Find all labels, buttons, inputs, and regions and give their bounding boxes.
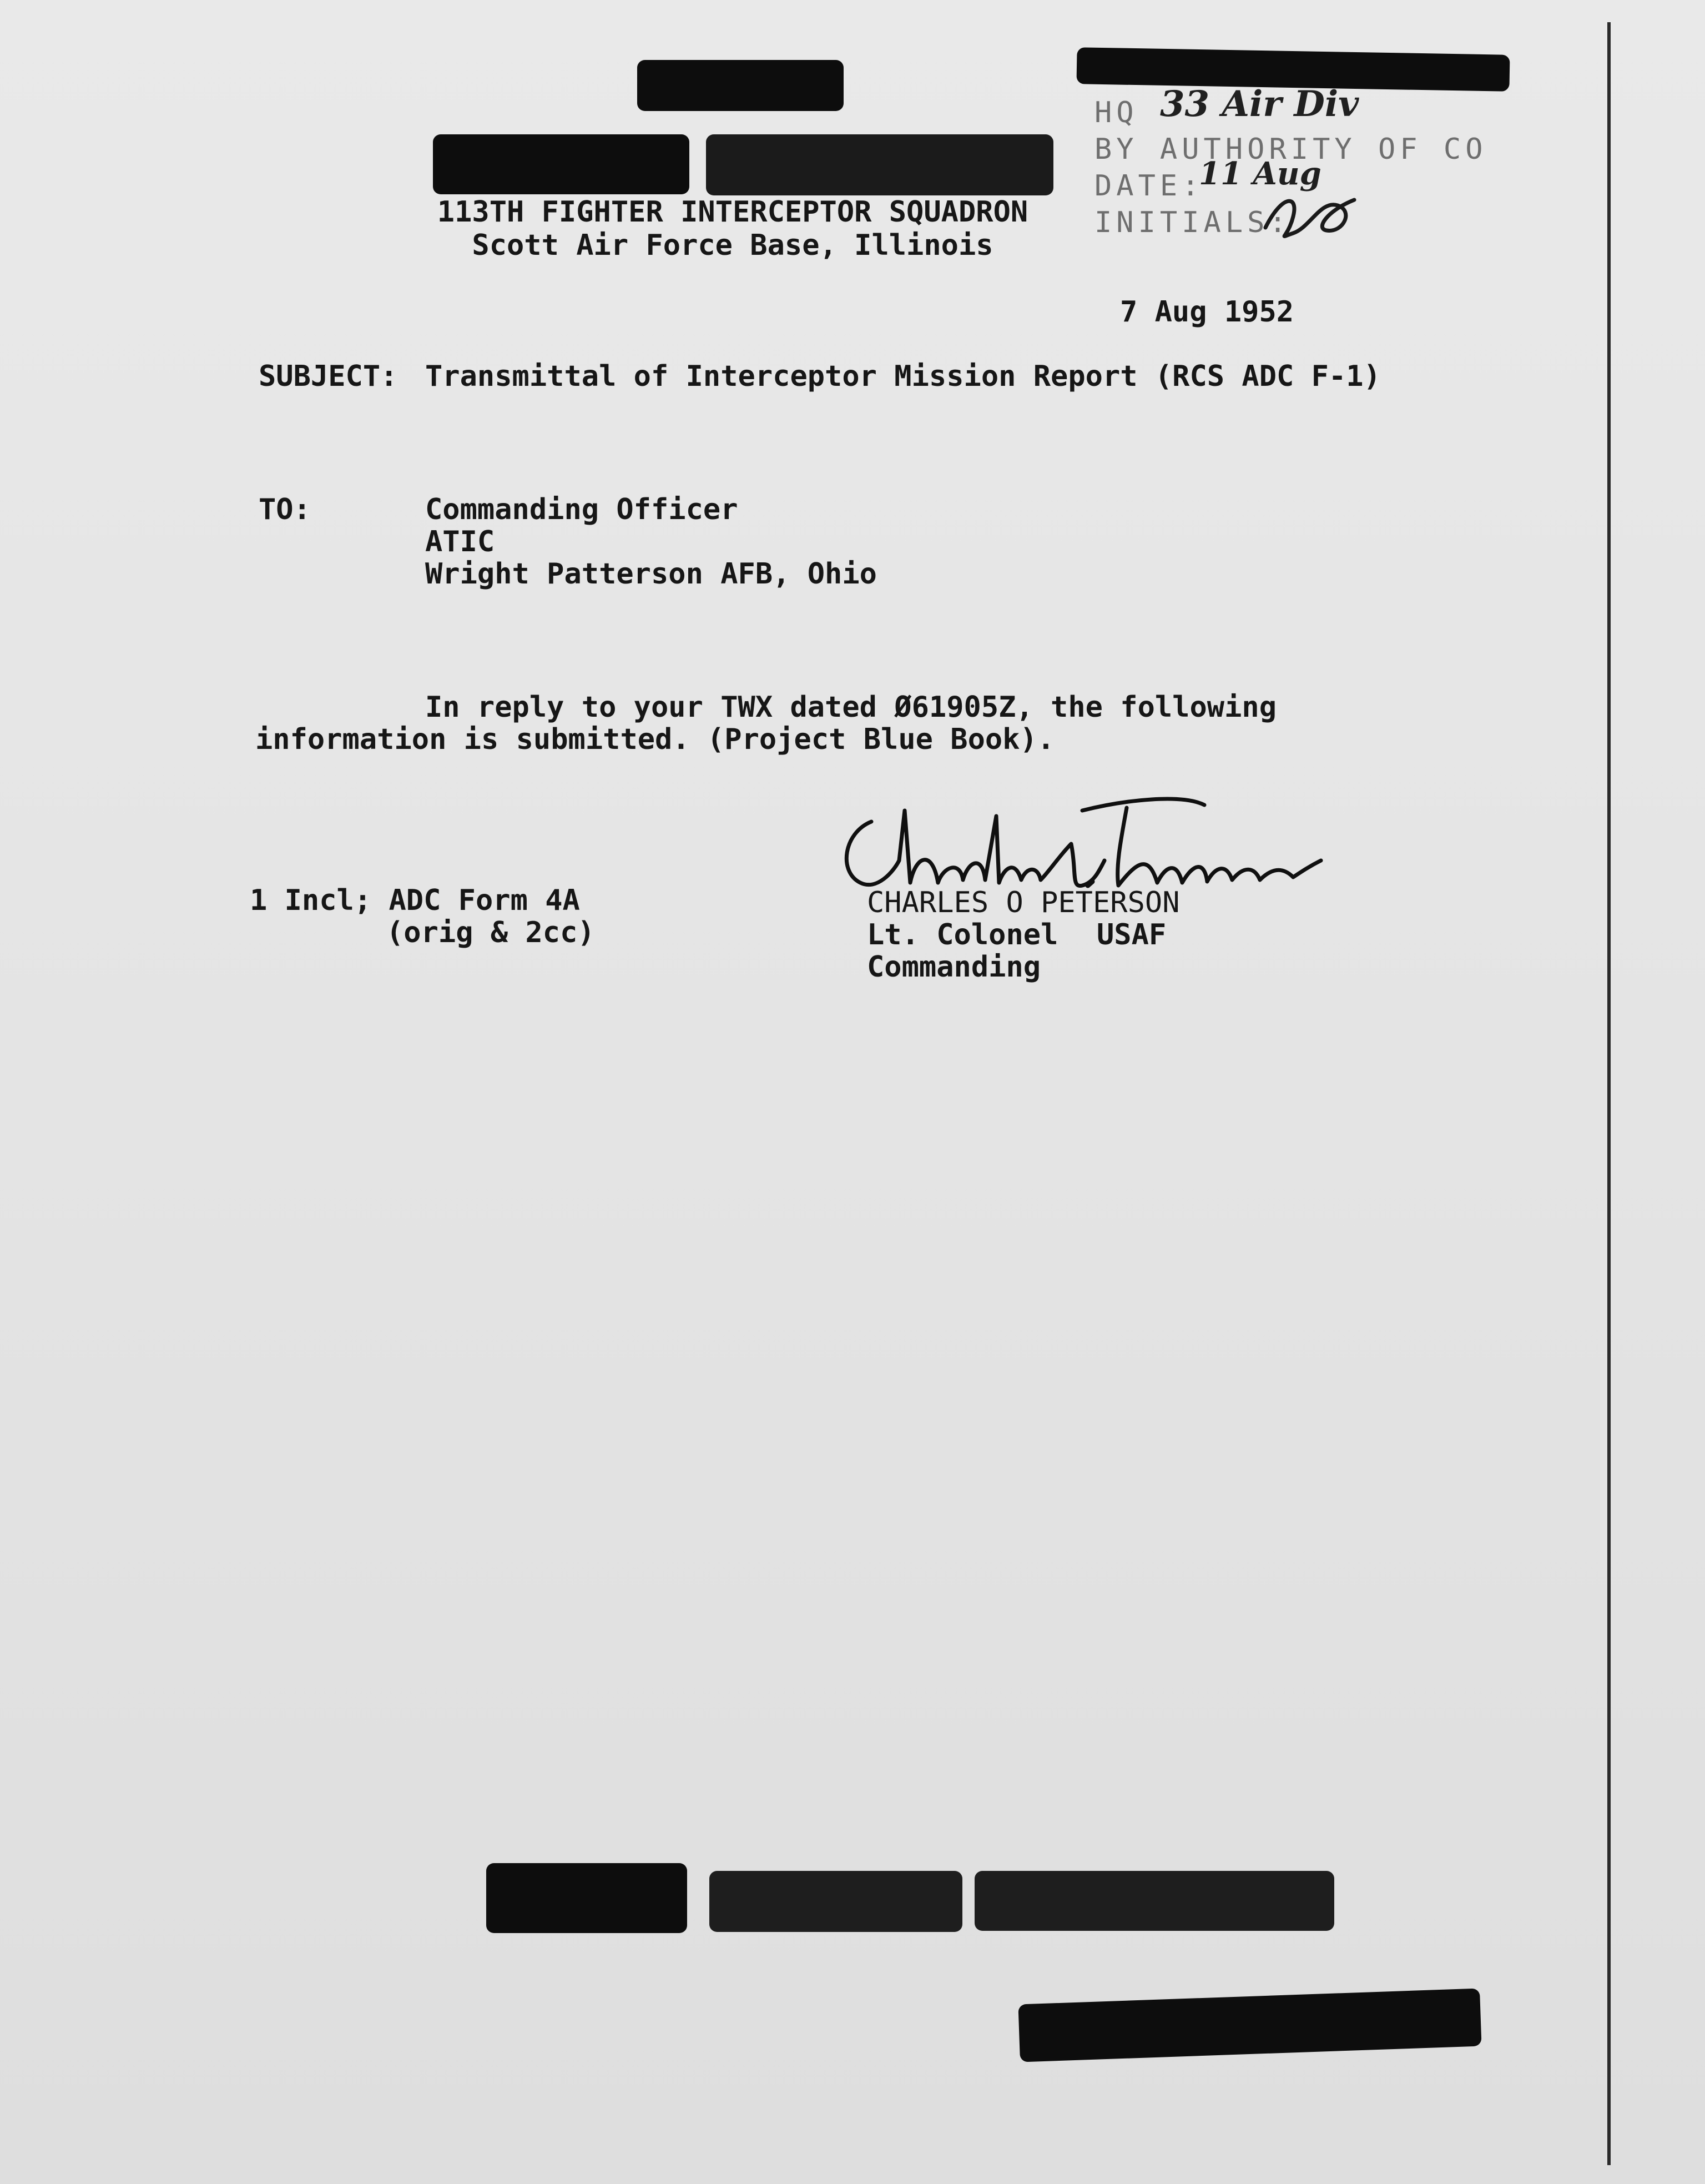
- signature-name: CHARLES O PETERSON: [867, 886, 1180, 919]
- letter-date: 7 Aug 1952: [1120, 295, 1294, 329]
- letterhead-unit: 113TH FIGHTER INTERCEPTOR SQUADRON: [437, 195, 1028, 229]
- to-line: ATIC: [425, 525, 495, 558]
- subject-text: Transmittal of Interceptor Mission Report (RCS ADC F-1): [425, 360, 1381, 393]
- signature-role: Commanding: [867, 950, 1041, 984]
- page-edge-rule: [1607, 22, 1611, 2165]
- enclosure-line: (orig & 2cc): [386, 916, 595, 949]
- signature-service: USAF: [1097, 918, 1167, 952]
- enclosure-line: 1 Incl; ADC Form 4A: [250, 884, 580, 917]
- letterhead-base: Scott Air Force Base, Illinois: [472, 229, 993, 262]
- redaction-block: [975, 1871, 1334, 1931]
- stamp-hq-handwriting: 33 Air Div: [1160, 83, 1359, 125]
- to-line: Commanding Officer: [425, 493, 738, 526]
- body-line: information is submitted. (Project Blue Book).: [255, 723, 1055, 756]
- stamp-hq-label: HQ: [1094, 96, 1138, 129]
- redaction-block: [433, 134, 689, 194]
- redaction-block: [1018, 1989, 1481, 2062]
- stamp-initials-label: INITIALS:: [1094, 206, 1291, 239]
- subject-label: SUBJECT:: [259, 360, 398, 393]
- redaction-block: [486, 1863, 687, 1933]
- to-line: Wright Patterson AFB, Ohio: [425, 557, 877, 591]
- stamp-authority: BY AUTHORITY OF CO: [1094, 133, 1487, 166]
- stamp-date-label: DATE:: [1094, 169, 1204, 203]
- redaction-block: [706, 134, 1053, 195]
- to-label: TO:: [259, 493, 311, 526]
- stamp-date-handwriting: 11 Aug: [1199, 155, 1321, 192]
- redaction-block: [709, 1871, 962, 1932]
- signature-rank: Lt. Colonel: [867, 918, 1058, 952]
- redaction-block: [637, 60, 844, 111]
- initials-scribble: [1260, 183, 1360, 244]
- body-line: In reply to your TWX dated Ø61905Z, the following: [425, 691, 1277, 724]
